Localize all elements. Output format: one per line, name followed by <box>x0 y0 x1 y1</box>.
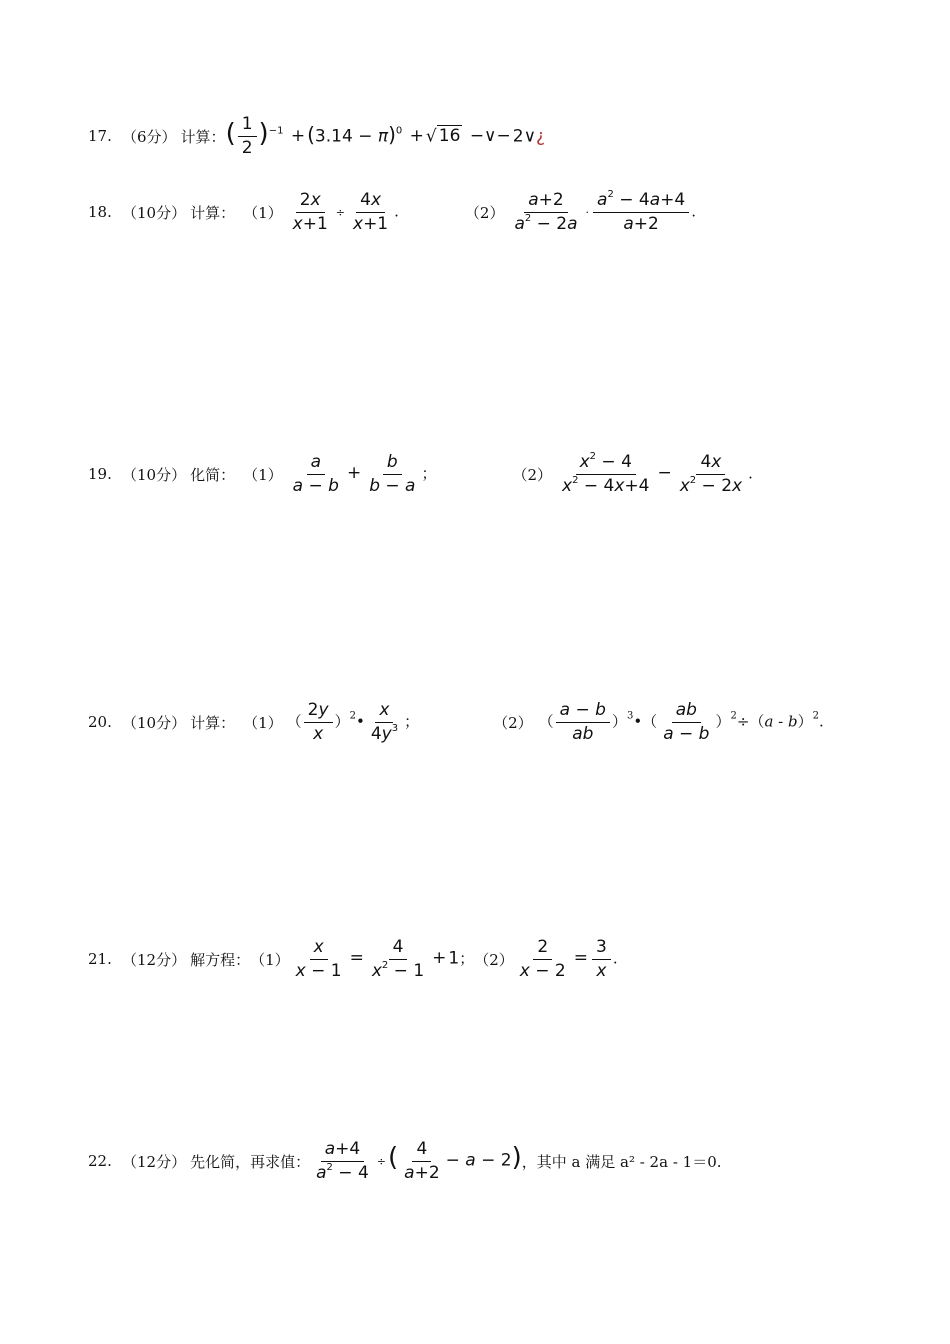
problem-number: 22. <box>88 1152 112 1170</box>
expression-20-2: （ $\frac{a - b}{ab}$ ）$^3$•（ $\frac{ab}{a - b}$ ）$^2$÷（a - b）$^2$. <box>538 699 824 744</box>
problem-17 <box>88 108 545 164</box>
part-2-label: （2） <box>464 203 505 222</box>
problem-18 <box>88 184 696 240</box>
problem-number: 20. <box>88 713 112 731</box>
expression-21-1: $\frac{x}{x - 1}$ = $\frac{4}{x^2 - 1}$ + 1； <box>295 936 475 981</box>
part-1-label: （1） <box>243 465 283 484</box>
problem-number: 18. <box>88 203 112 221</box>
problem-condition: ，其中 a 满足 a² - 2a - 1＝0. <box>521 1152 722 1171</box>
problem-22 <box>88 1133 722 1189</box>
problem-points: （10分） <box>122 203 187 222</box>
garbled-glyph: ¿ <box>536 126 546 146</box>
problem-task: 先化简，再求值： <box>190 1152 311 1171</box>
problem-points: （12分） <box>122 1152 187 1171</box>
part-2-label: （2） <box>512 465 553 484</box>
problem-task: 计算： <box>190 203 236 222</box>
expression-19-1: $\frac{a}{a - b}$ + $\frac{b}{b - a}$ ； <box>292 451 437 496</box>
problem-points: （10分） <box>122 465 187 484</box>
problem-number: 17. <box>88 127 112 145</box>
expression-18-1: $\frac{2x}{x+1}$ ÷ $\frac{4x}{x+1}$ . <box>292 189 399 234</box>
problem-points: （6分） <box>122 127 177 146</box>
problem-number: 21. <box>88 950 112 968</box>
expression-18-2: $\frac{a+2}{a^2 - 2a}$ · $\frac{a^2 - 4a+4}{a+2}$ . <box>514 188 696 234</box>
expression-17: ( $\frac{1}{2}$ )$^{-1} + (3.14 - \pi)^0$ + √ 16 −∨− 2∨¿ <box>225 113 546 158</box>
problem-19 <box>88 446 753 502</box>
problem-points: （12分） <box>122 950 187 969</box>
problem-number: 19. <box>88 465 112 483</box>
problem-task: 解方程： <box>190 950 251 969</box>
problem-20 <box>88 694 824 750</box>
problem-21 <box>88 931 618 987</box>
part-2-label: （2） <box>493 713 533 732</box>
problem-task: 计算： <box>180 127 226 146</box>
part-2-label: （2） <box>474 950 514 969</box>
problem-points: （10分） <box>122 713 187 732</box>
part-1-label: （1） <box>250 950 290 969</box>
expression-22: $\frac{a+4}{a^2 - 4}$ ÷( $\frac{4}{a+2}$ − a − 2) <box>316 1138 522 1183</box>
expression-21-2: $\frac{2}{x - 2}$ = $\frac{3}{x}$ . <box>519 936 618 981</box>
part-1-label: （1） <box>243 713 283 732</box>
problem-task: 计算： <box>190 713 236 732</box>
expression-19-2: $\frac{x^2 - 4}{x^2 - 4x+4}$ − $\frac{4x}{x^2 - 2x}$ . <box>562 450 753 496</box>
part-1-label: （1） <box>243 203 283 222</box>
problem-task: 化简： <box>190 465 236 484</box>
expression-20-1: （ $\frac{2y}{x}$ ）$^2$• $\frac{x}{4y^3}$ ； <box>286 699 420 744</box>
